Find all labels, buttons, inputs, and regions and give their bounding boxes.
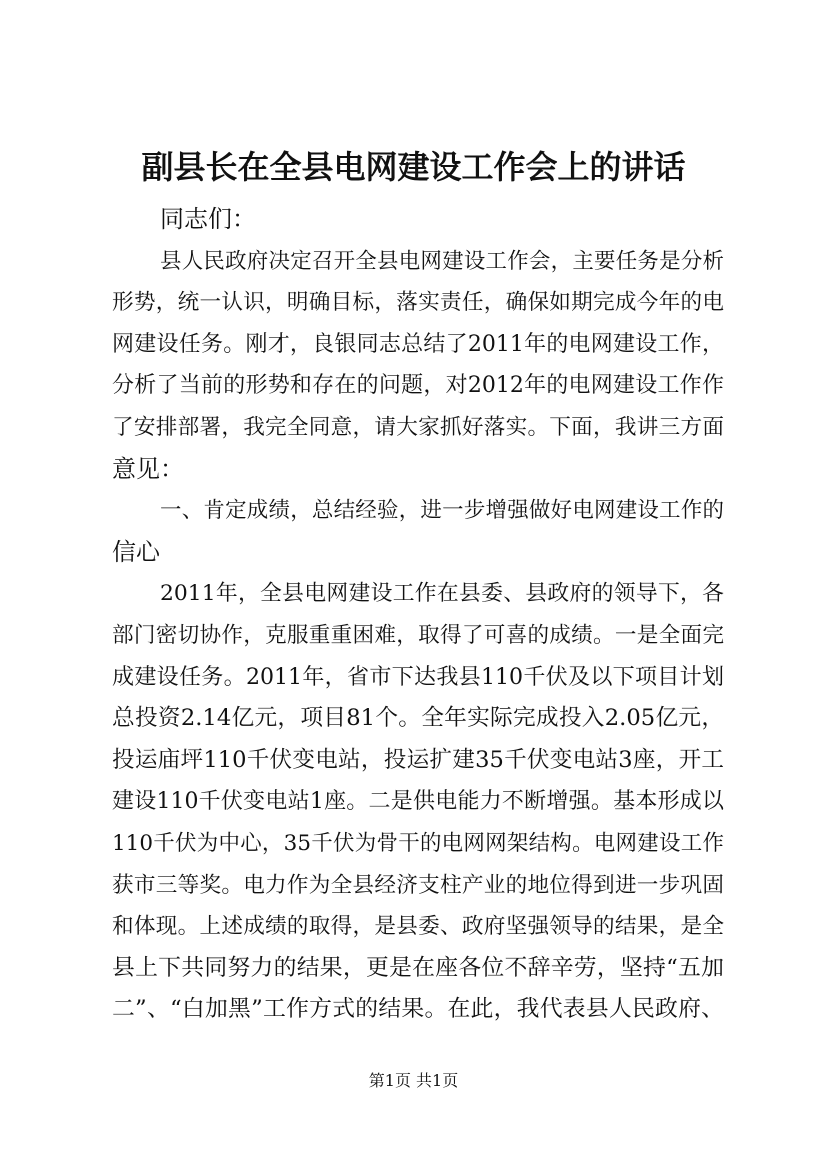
salutation-line: 同志们： [160,205,256,233]
paragraph-line: 网建设任务。刚才，良银同志总结了2011年的电网建设工作， [112,331,724,357]
page-number-footer: 第1页 共1页 [368,1071,459,1090]
paragraph-line: 投运庙坪110千伏变电站，投运扩建35千伏变电站3座，开工 [112,746,724,773]
paragraph-line: 县人民政府决定召开全县电网建设工作会，主要任务是分析 [160,248,724,274]
paragraph-line: 总投资2.14亿元，项目81个。全年实际完成投入2.05亿元， [112,705,724,732]
document-title: 副县长在全县电网建设工作会上的讲话 [141,148,686,186]
document-body [112,199,724,1031]
paragraph-line: 形势，统一认识，明确目标，落实责任，确保如期完成今年的电 [112,290,724,316]
paragraph-line: 部门密切协作，克服重重困难，取得了可喜的成绩。一是全面完 [112,622,724,648]
paragraph-line: 了安排部署，我完全同意，请大家抓好落实。下面，我讲三方面 [112,414,724,440]
paragraph-line: 2011年，全县电网建设工作在县委、县政府的领导下，各 [160,581,724,607]
paragraph-line: 成建设任务。2011年，省市下达我县110千伏及以下项目计划 [112,664,724,690]
section-heading-line: 信心 [112,537,160,566]
paragraph-line: 意见： [112,454,184,483]
paragraph-line: 获市三等奖。电力作为全县经济支柱产业的地位得到进一步巩固 [112,872,724,898]
paragraph-line: 分析了当前的形势和存在的问题，对2012年的电网建设工作作 [112,373,724,399]
paragraph-line: 110千伏为中心，35千伏为骨干的电网网架结构。电网建设工作 [112,830,724,856]
paragraph-line: 和体现。上述成绩的取得，是县委、政府坚强领导的结果，是全 [112,914,724,940]
section-heading-line: 一、肯定成绩，总结经验，进一步增强做好电网建设工作的 [160,498,724,524]
paragraph-line: 二”、“白加黑”工作方式的结果。在此，我代表县人民政府、 [112,996,724,1023]
paragraph-line: 建设110千伏变电站1座。二是供电能力不断增强。基本形成以 [112,789,724,815]
paragraph-line: 县上下共同努力的结果，更是在座各位不辞辛劳，坚持“五加 [112,954,724,981]
